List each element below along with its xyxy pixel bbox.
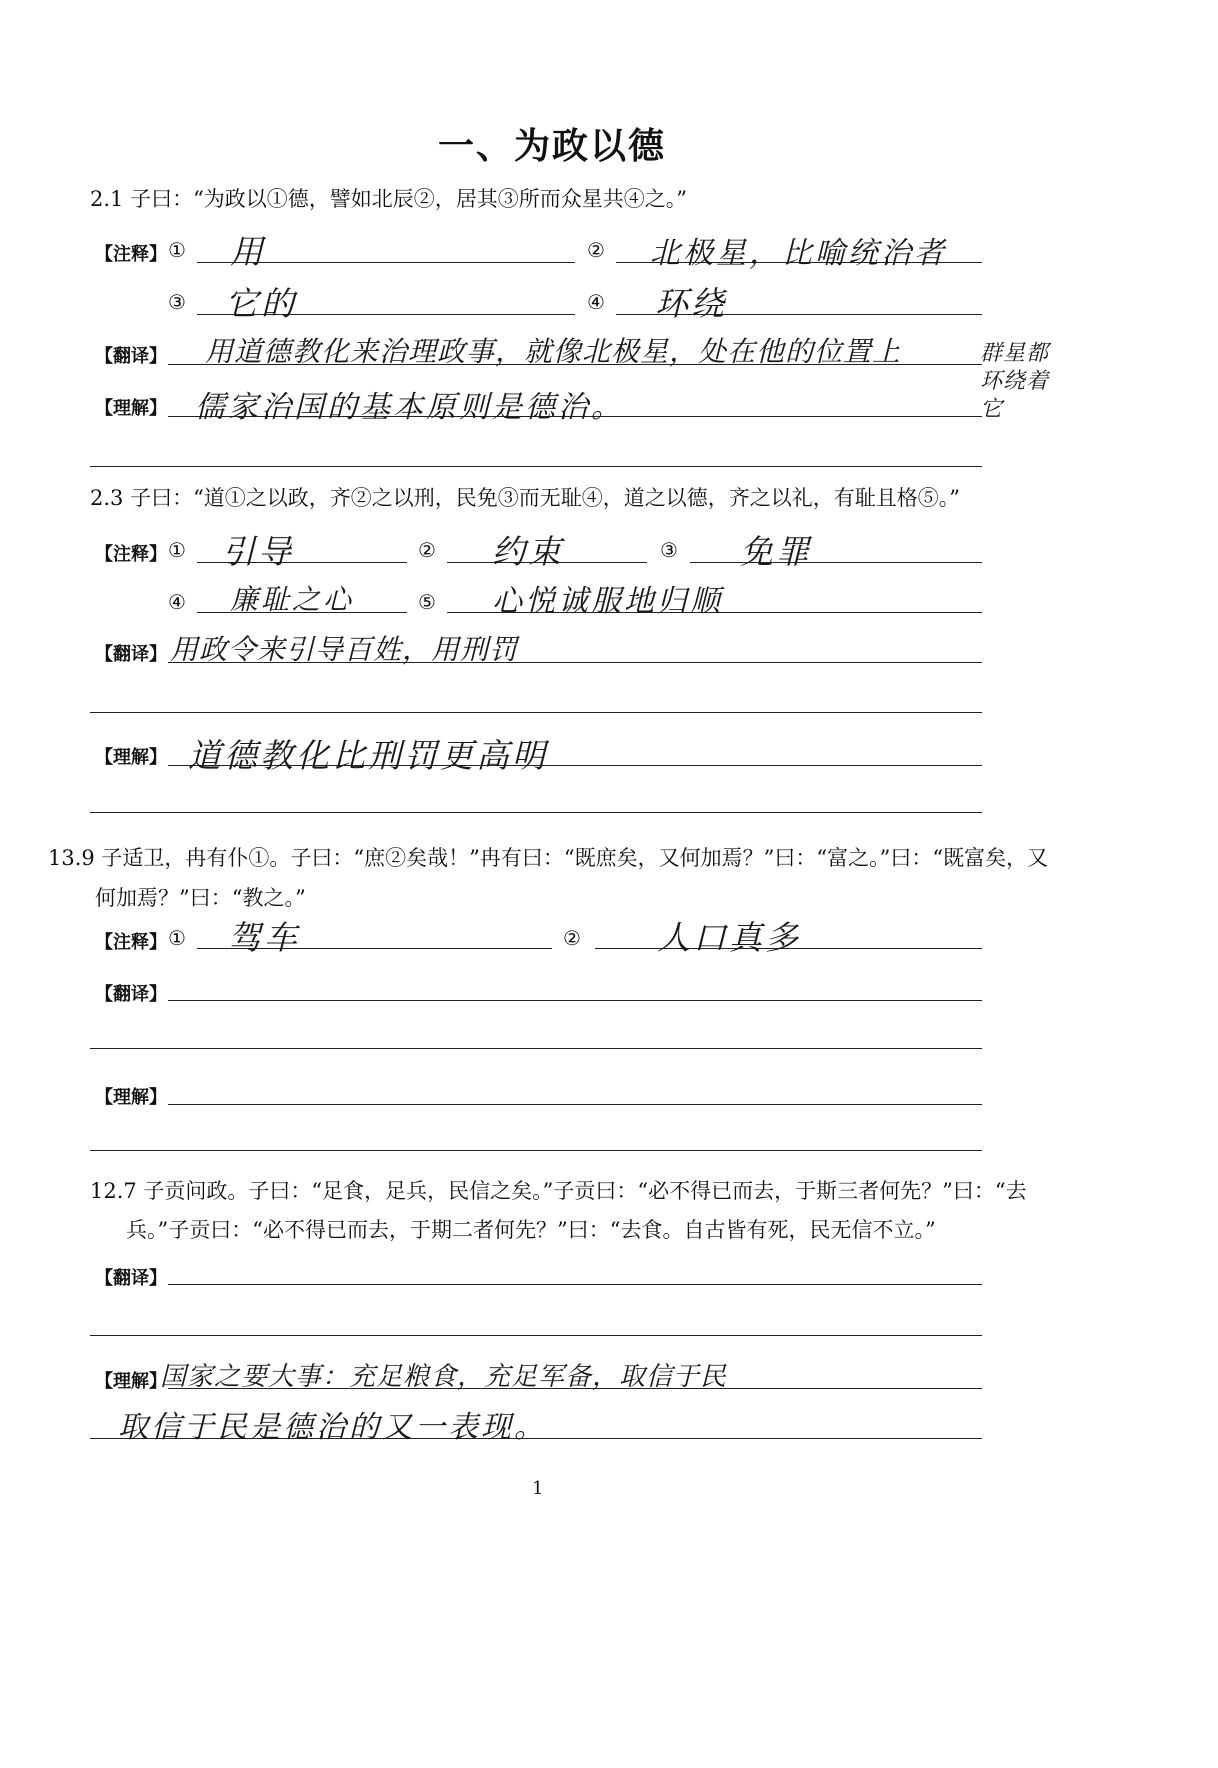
passage-2-3: 2.3 子曰：“道①之以政，齐②之以刑，民免③而无耻④，道之以德，齐之以礼，有耻且格⑤。” [90,486,961,510]
answer-translation: 用道德教化来治理政事，就像北极星，处在他的位置上 [205,335,902,368]
circled-3: ③ [660,538,678,562]
answer-understanding: 儒家治国的基本原则是德治。 [195,390,624,425]
circled-3: ③ [168,290,186,314]
answer-line[interactable] [168,1284,982,1285]
translation-label: 【翻译】 [95,644,167,665]
circled-1: ① [168,238,186,262]
translation-label: 【翻译】 [95,1268,167,1289]
note-label: 【注释】 [95,544,167,565]
answer-line[interactable] [90,1150,982,1151]
understanding-label: 【理解】 [95,747,167,768]
answer-note-2: 约束 [492,532,564,571]
circled-2: ② [587,238,605,262]
passage-12-7-line1: 12.7 子贡问政。子曰：“足食，足兵，民信之矣。”子贡曰：“必不得已而去，于斯三者何先？”曰：“去 [90,1179,1027,1203]
understanding-label: 【理解】 [95,1371,167,1392]
translation-label: 【翻译】 [95,346,167,367]
circled-4: ④ [587,290,605,314]
answer-note-2: 北极星，比喻统治者 [650,236,947,271]
circled-4: ④ [168,590,186,614]
circled-5: ⑤ [418,590,436,614]
passage-12-7-line2: 兵。”子贡曰：“必不得已而去，于期二者何先？”曰：“去食。自古皆有死，民无信不立。” [126,1218,936,1242]
note-label: 【注释】 [95,244,167,265]
answer-translation: 用政令来引导百姓，用刑罚 [170,633,519,666]
answer-understanding: 道德教化比刑罚更高明 [188,736,548,775]
circled-1: ① [168,538,186,562]
page-number: 1 [532,1478,544,1499]
passage-13-9-line1: 13.9 子适卫，冉有仆①。子曰：“庶②矣哉！”冉有曰：“既庶矣，又何加焉？”曰：“富之。”曰：“既富矣，又 [48,846,1049,870]
translation-label: 【翻译】 [95,984,167,1005]
answer-note-5: 心悦诚服地归顺 [492,584,723,619]
note-label: 【注释】 [95,932,167,953]
answer-line[interactable] [90,812,982,813]
answer-note-4: 环绕 [655,284,727,323]
understanding-label: 【理解】 [95,1087,167,1108]
answer-understanding-1: 国家之要大事：充足粮食，充足军备，取信于民 [160,1362,728,1392]
understanding-label: 【理解】 [95,398,167,419]
answer-understanding-2: 取信于民是德治的又一表现。 [118,1410,547,1445]
answer-note-1: 引导 [222,532,294,571]
answer-line[interactable] [168,1000,982,1001]
answer-note-1: 驾车 [228,918,300,957]
answer-note-4: 廉耻之心 [230,583,355,616]
passage-2-1: 2.1 子曰：“为政以①德，譬如北辰②，居其③所而众星共④之。” [90,187,688,211]
answer-line[interactable] [90,1048,982,1049]
answer-note-1: 用 [230,232,266,271]
passage-13-9-line2: 何加焉？”曰：“教之。” [95,886,306,910]
answer-line[interactable] [90,1335,982,1336]
answer-translation-margin: 群星都环绕着它 [980,341,1050,422]
answer-note-3: 它的 [225,284,297,323]
answer-note-2: 人口真多 [657,918,801,957]
page-title: 一、为政以德 [438,126,667,167]
circled-1: ① [168,926,186,950]
circled-2: ② [418,538,436,562]
circled-2: ② [563,926,581,950]
answer-line[interactable] [90,712,982,713]
answer-line[interactable] [90,466,982,467]
answer-note-3: 免罪 [740,532,812,571]
answer-line[interactable] [690,562,982,563]
answer-line[interactable] [168,1104,982,1105]
